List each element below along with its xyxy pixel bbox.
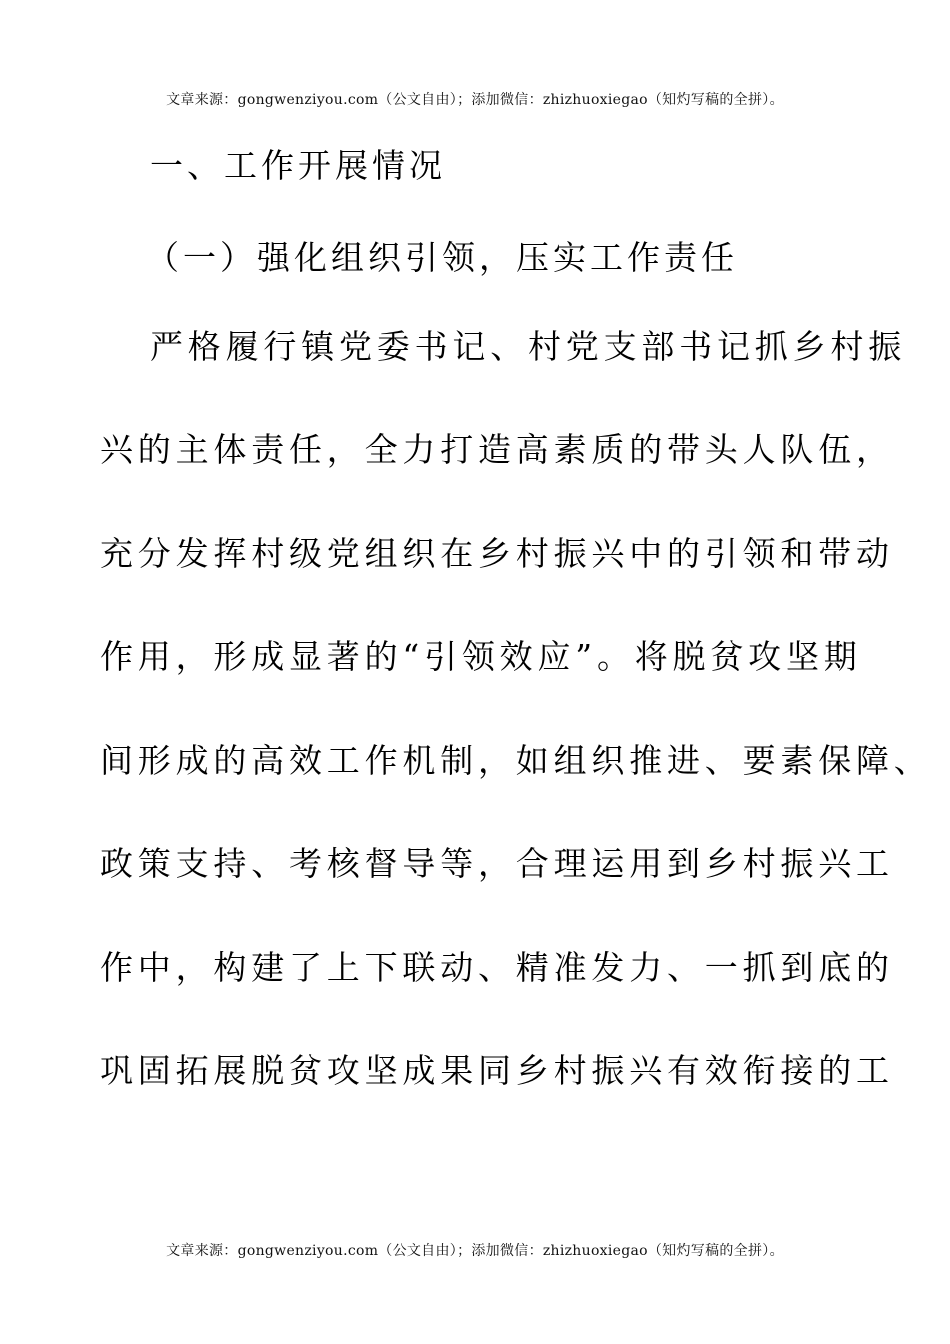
paragraph-line: 兴的主体责任，全力打造高素质的带头人队伍， <box>100 430 894 469</box>
paragraph-line: 作用，形成显著的“引领效应”。将脱贫攻坚期 <box>100 637 862 676</box>
paragraph-line: 作中，构建了上下联动、精准发力、一抓到底的 <box>100 948 894 987</box>
paragraph-line: 严格履行镇党委书记、村党支部书记抓乡村振 <box>150 327 906 366</box>
footer-source-note: 文章来源：gongwenziyou.com（公文自由）；添加微信：zhizhuoxiegao（知灼写稿的全拼）。 <box>166 1243 784 1259</box>
paragraph-line: 充分发挥村级党组织在乡村振兴中的引领和带动 <box>100 534 894 573</box>
paragraph-line: 间形成的高效工作机制，如组织推进、要素保障、 <box>100 741 932 780</box>
subsection-heading: （一）强化组织引领，压实工作责任 <box>146 238 738 277</box>
header-source-note: 文章来源：gongwenziyou.com（公文自由）；添加微信：zhizhuoxiegao（知灼写稿的全拼）。 <box>166 92 784 108</box>
paragraph-line: 巩固拓展脱贫攻坚成果同乡村振兴有效衔接的工 <box>100 1051 894 1090</box>
section-heading: 一、工作开展情况 <box>150 146 446 185</box>
paragraph-line: 政策支持、考核督导等，合理运用到乡村振兴工 <box>100 844 894 883</box>
